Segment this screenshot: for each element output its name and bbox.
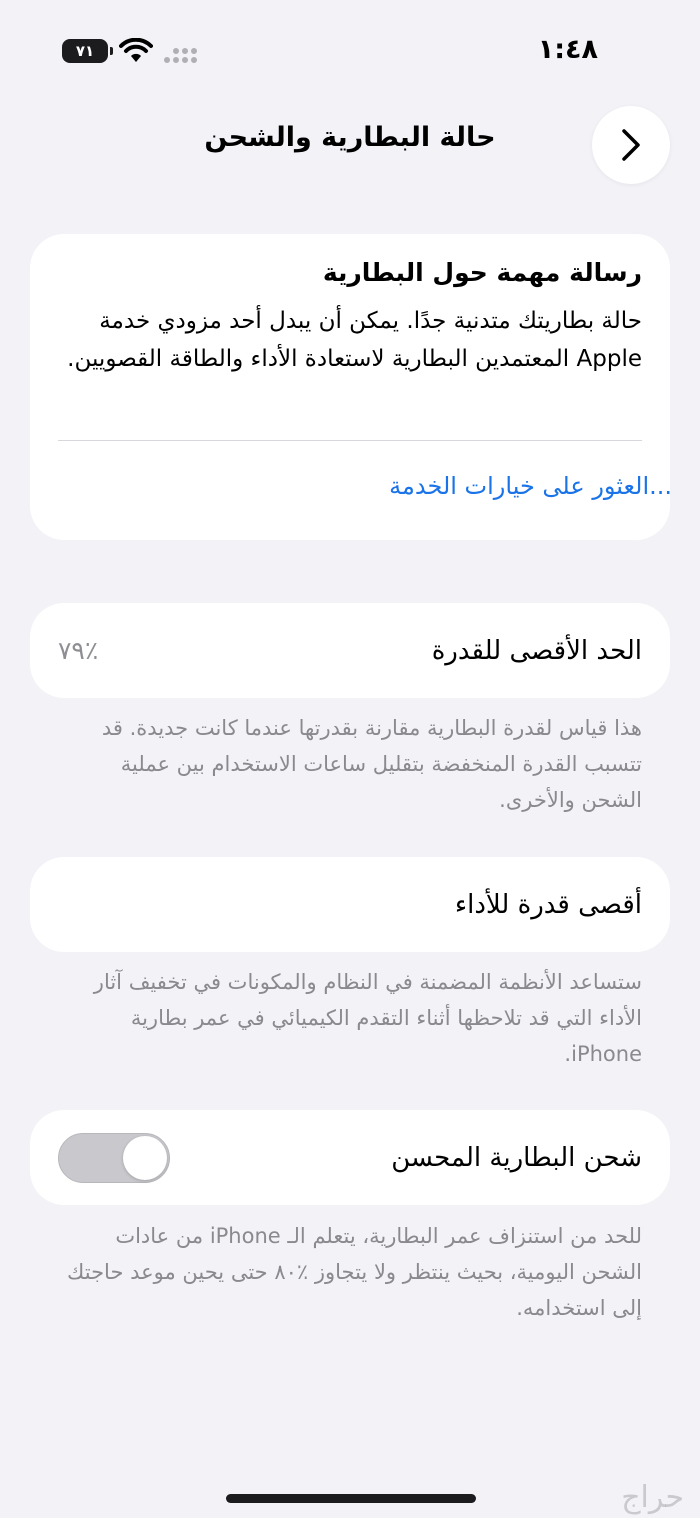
optimized-charging-label: شحن البطارية المحسن — [391, 1142, 642, 1173]
optimized-charging-toggle[interactable] — [58, 1133, 170, 1183]
watermark-logo: حراج — [621, 1480, 684, 1515]
cellular-signal-icon — [163, 44, 201, 64]
optimized-charging-note: للحد من استنزاف عمر البطارية، يتعلم الـ iPhone من عادات الشحن اليومية، بحيث ينتظر ولا يتجاوز ٪٨٠ حتى يحين موعد حاجتك إلى استخدامه. — [67, 1224, 642, 1320]
home-indicator[interactable] — [226, 1494, 476, 1503]
find-service-options-link[interactable]: العثور على خيارات الخدمة... — [389, 472, 672, 500]
battery-icon — [62, 39, 108, 63]
status-bar — [0, 0, 700, 100]
maximum-capacity-value: ٪٧٩ — [58, 636, 99, 665]
status-time: ١:٤٨ — [537, 34, 598, 65]
page-title: حالة البطارية والشحن — [204, 122, 496, 153]
maximum-capacity-row — [30, 603, 670, 698]
chevron-right-icon — [620, 128, 642, 162]
message-title: رسالة مهمة حول البطارية — [322, 258, 642, 287]
wifi-icon — [119, 38, 153, 64]
battery-level: ٧١ — [75, 42, 95, 60]
optimized-charging-row — [30, 1110, 670, 1205]
peak-performance-row — [30, 857, 670, 952]
peak-performance-label: أقصى قدرة للأداء — [454, 889, 642, 920]
peak-performance-note: ستساعد الأنظمة المضمنة في النظام والمكونات في تخفيف آثار الأداء التي قد تلاحظها أثناء التقدم الكيميائي في عمر بطارية iPhone. — [93, 970, 642, 1066]
toggle-knob — [123, 1136, 167, 1180]
maximum-capacity-note: هذا قياس لقدرة البطارية مقارنة بقدرتها عندما كانت جديدة. قد تتسبب القدرة المنخفضة بتقليل ساعات الاستخدام بين عملية الشحن والأخرى. — [101, 716, 642, 812]
divider — [58, 440, 642, 441]
message-body: حالة بطاريتك متدنية جدًا. يمكن أن يبدل أحد مزودي خدمة Apple المعتمدين البطارية لاستعادة الأداء والطاقة القصويين. — [67, 308, 642, 372]
back-button[interactable] — [592, 106, 670, 184]
maximum-capacity-label: الحد الأقصى للقدرة — [431, 635, 642, 666]
